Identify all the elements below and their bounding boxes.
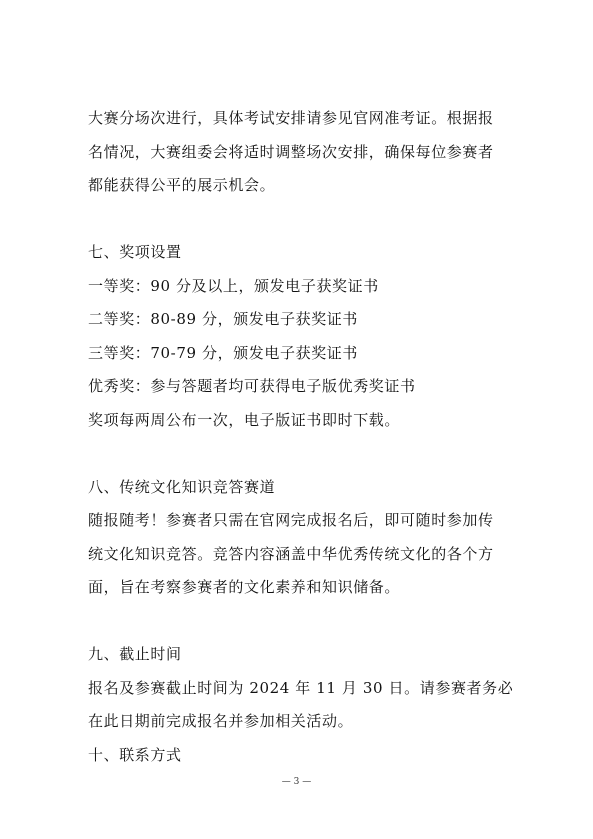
award-line-schedule: 奖项每两周公布一次，电子版证书即时下载。 — [88, 410, 401, 429]
contact-section — [88, 739, 518, 773]
paragraph-line: 都能获得公平的展示机会。 — [88, 176, 276, 194]
paragraph-line: 在此日期前完成报名并参加相关活动。 — [88, 712, 354, 730]
award-line-third: 三等奖：70-79 分，颁发电子获奖证书 — [88, 343, 359, 362]
paragraph-line: 报名及参赛截止时间为 2024 年 11 月 30 日。请参赛者务必 — [88, 678, 514, 697]
paragraph-line: 大赛分场次进行，具体考试安排请参见官网准考证。根据报 — [88, 109, 494, 127]
document-body — [88, 102, 518, 772]
award-line-second: 二等奖：80-89 分，颁发电子获奖证书 — [88, 310, 359, 328]
section-heading-track: 八、传统文化知识竞答赛道 — [88, 477, 276, 496]
section-heading-deadline: 九、截止时间 — [88, 645, 182, 663]
intro-paragraph — [88, 102, 518, 203]
deadline-section — [88, 638, 518, 739]
paragraph-line: 面，旨在考察参赛者的文化素养和知识储备。 — [88, 578, 401, 596]
section-heading-contact: 十、联系方式 — [88, 745, 182, 764]
paragraph-line: 随报随考！参赛者只需在官网完成报名后，即可随时参加传 — [88, 511, 494, 529]
paragraph-line: 统文化知识竞答。竞答内容涵盖中华优秀传统文化的各个方 — [88, 544, 494, 563]
paragraph-gap — [88, 437, 518, 471]
track-section — [88, 471, 518, 605]
paragraph-line: 名情况，大赛组委会将适时调整场次安排，确保每位参赛者 — [88, 142, 494, 161]
paragraph-gap — [88, 605, 518, 639]
page-number: — 3 — — [281, 777, 312, 787]
awards-section — [88, 236, 518, 437]
paragraph-gap — [88, 203, 518, 237]
section-heading-awards: 七、奖项设置 — [88, 243, 182, 261]
award-line-excellence: 优秀奖：参与答题者均可获得电子版优秀奖证书 — [88, 377, 416, 395]
award-line-first: 一等奖：90 分及以上，颁发电子获奖证书 — [88, 276, 379, 295]
